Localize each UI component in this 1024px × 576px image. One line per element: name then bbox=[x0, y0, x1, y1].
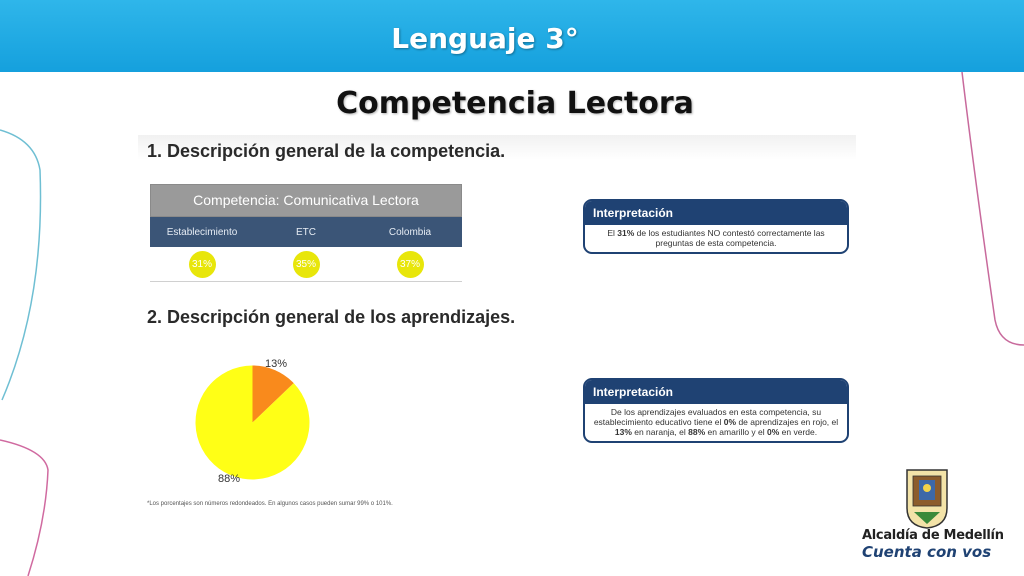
competence-table-columns bbox=[150, 217, 462, 247]
interpretation-box-2 bbox=[583, 378, 849, 443]
interpretation-heading-2: Interpretación bbox=[585, 380, 847, 404]
logo-text-slogan: Cuenta con vos bbox=[862, 543, 992, 561]
value-badge-establecimiento: 31% bbox=[189, 251, 216, 278]
section1-heading: 1. Descripción general de la competencia. bbox=[147, 141, 506, 161]
column-etc: ETC bbox=[296, 226, 316, 238]
competence-table-header: Competencia: Comunicativa Lectora bbox=[150, 184, 462, 217]
value-badge-colombia: 37% bbox=[397, 251, 424, 278]
pie-label-orange: 13% bbox=[265, 358, 288, 370]
column-colombia: Colombia bbox=[388, 226, 432, 238]
competence-table-values bbox=[150, 247, 462, 282]
interpretation-heading-1: Interpretación bbox=[585, 201, 847, 225]
pie-label-yellow: 88% bbox=[218, 473, 241, 485]
interpretation-text-1: El 31% de los estudiantes NO contestó correctamente las preguntas de esta competencia. bbox=[607, 228, 825, 248]
interpretation-text-2: De los aprendizajes evaluados en esta competencia, su establecimiento educativo tiene el 0% de aprendizajes en rojo, el 13% en naranja, el 88% en amarillo y el 0% en verde. bbox=[593, 407, 839, 437]
competence-table bbox=[150, 184, 462, 282]
section2-heading: 2. Descripción general de los aprendizajes. bbox=[147, 307, 516, 327]
page-subtitle: Competencia Lectora bbox=[336, 86, 694, 121]
value-badge-etc: 35% bbox=[293, 251, 320, 278]
learning-pie-chart bbox=[190, 360, 315, 485]
slide-title: Lenguaje 3° bbox=[391, 22, 579, 55]
footnote: *Los porcentajes son números redondeados. En algunos casos pueden sumar 99% o 101%. bbox=[147, 501, 393, 507]
coat-of-arms-icon bbox=[907, 470, 947, 528]
column-establecimiento: Establecimiento bbox=[166, 226, 238, 238]
logo-text-alcaldia: Alcaldía de Medellín bbox=[862, 528, 1004, 543]
interpretation-box-1 bbox=[583, 199, 849, 254]
